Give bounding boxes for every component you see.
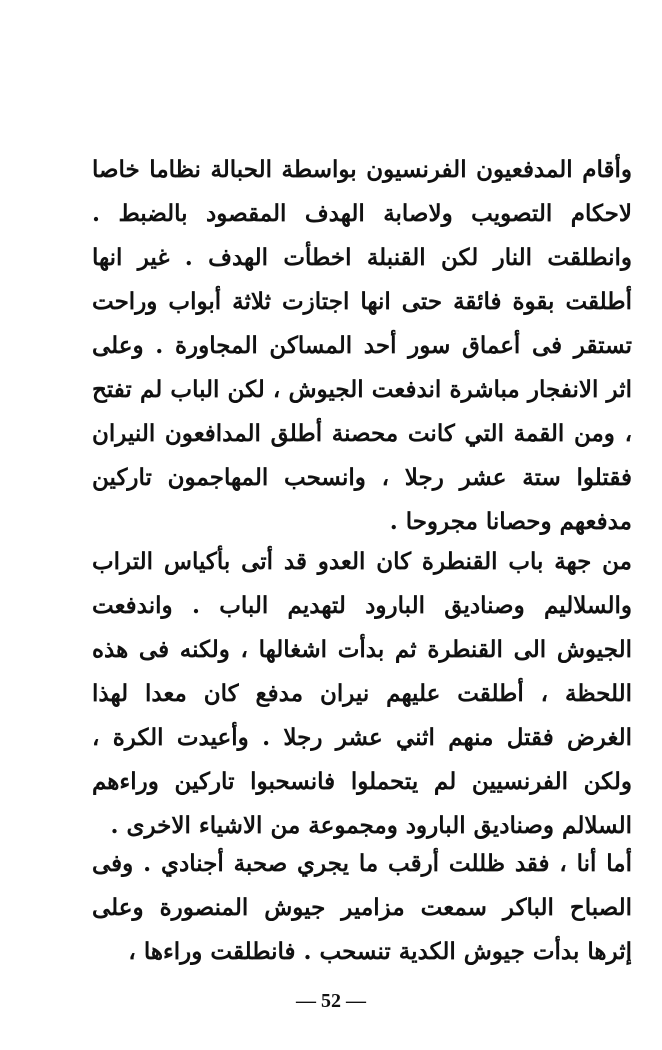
paragraph-2: من جهة باب القنطرة كان العدو قد أتى بأكياس التراب والسلاليم وصناديق البارود لتهديم الباب . واندفعت الجيوش الى القنطرة ثم بدأت اشغالها ، ولكنه فى هذه اللحظة ، أطلقت عليهم نيران مدفع كان معدا لهذا الغرض فقتل منهم اثني عشر رجلا . وأعيدت الكرة ، ولكن الفرنسيين لم يتحملوا فانسحبوا تاركين وراءهم السلالم وصناديق البارود ومجموعة من الاشياء الاخرى . bbox=[92, 548, 632, 839]
page-number: — 52 — bbox=[296, 990, 366, 1012]
paragraph-1: وأقام المدفعيون الفرنسيون بواسطة الحبالة نظاما خاصا لاحكام التصويب ولاصابة الهدف المقصود بالضبط . وانطلقت النار لكن القنبلة اخطأت الهدف . غير انها أطلقت بقوة فائقة حتى انها اجتازت ثلاثة أبواب وراحت تستقر فى أعماق سور أحد المساكن المجاورة . وعلى اثر الانفجار مباشرة اندفعت الجيوش ، لكن الباب لم تفتح ، ومن القمة التي كانت محصنة أطلق المدافعون النيران فقتلوا ستة عشر رجلا ، وانسحب المهاجمون تاركين مدفعهم وحصانا مجروحا . bbox=[92, 156, 632, 535]
paragraph-3: أما أنا ، فقد ظللت أرقب ما يجري صحبة أجنادي . وفى الصباح الباكر سمعت مزامير جيوش المنصورة وعلى إثرها بدأت جيوش الكدية تنسحب . فانطلقت وراءها ، bbox=[92, 850, 632, 965]
